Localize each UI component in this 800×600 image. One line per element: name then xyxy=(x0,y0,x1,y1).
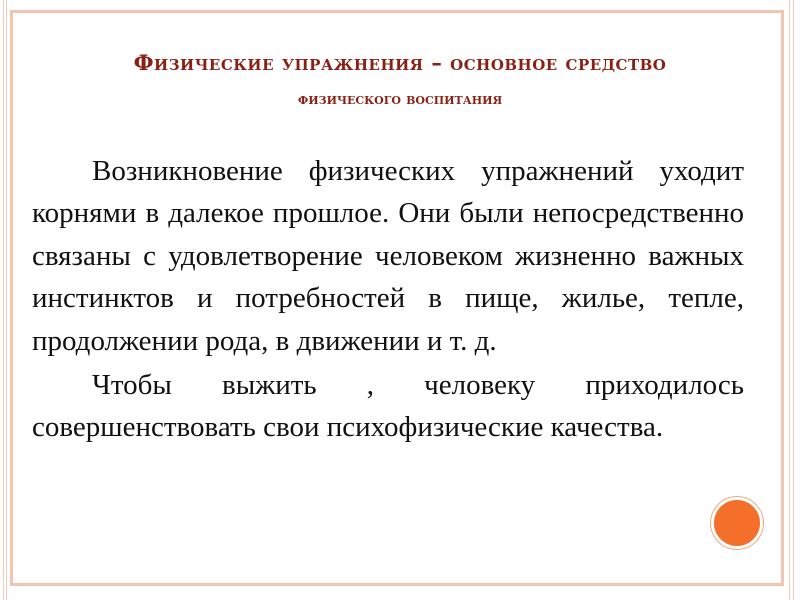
right-decor-line-1 xyxy=(789,0,790,600)
slide-title-line-1: Физические упражнения – основное средство xyxy=(133,50,667,75)
left-decor-line-1 xyxy=(3,0,4,600)
slide-title-line-2: физического воспитания xyxy=(297,90,503,108)
paragraph-survival: Чтобы выжить , человеку приходилось совершенствовать свои психофизические качества. xyxy=(32,369,744,444)
paragraph-origin: Возникновение физических упражнений уходит корнями в далекое прошлое. Они были непосредственно связаны с удовлетворение человеком жизненно важных инстинктов и потребностей в пище, жилье, тепле, продолжении рода, в движении и т. д. xyxy=(32,155,744,357)
decorative-orange-circle xyxy=(711,497,763,549)
right-decor-line-2 xyxy=(793,0,794,600)
slide-title xyxy=(40,46,760,110)
left-decor-line-2 xyxy=(6,0,7,600)
slide-body xyxy=(32,150,744,449)
